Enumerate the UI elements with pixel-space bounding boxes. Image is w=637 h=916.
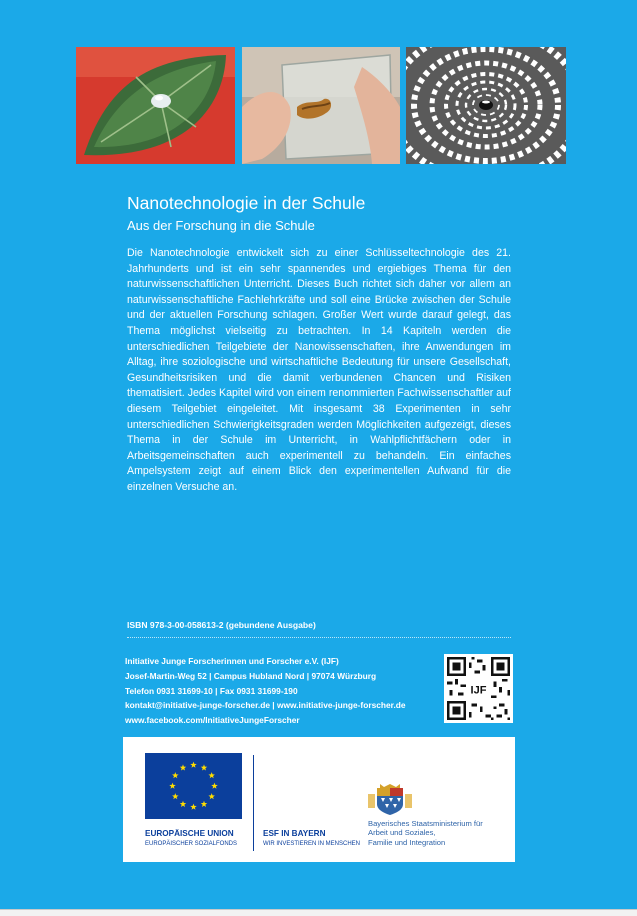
esf-sublabel: WIR INVESTIEREN IN MENSCHEN <box>263 841 361 847</box>
contact-web[interactable]: kontakt@initiative-junge-forscher.de | www.initiative-junge-forscher.de <box>125 700 406 711</box>
ministry-line-3: Familie und Integration <box>368 837 446 847</box>
ministry-text <box>368 819 483 847</box>
qr-code[interactable] <box>444 654 513 723</box>
ministry-line-1: Bayerisches Staatsministerium für <box>368 819 483 828</box>
eu-flag-icon <box>145 753 242 819</box>
contact-phone: Telefon 0931 31699-10 | Fax 0931 31699-190 <box>125 685 298 696</box>
isbn: ISBN 978-3-00-058613-2 (gebundene Ausgabe) <box>127 620 316 630</box>
eu-label: EUROPÄISCHE UNION <box>145 829 234 838</box>
dotted-divider <box>127 637 511 638</box>
bavaria-crest-icon <box>368 784 412 815</box>
book-description: Die Nanotechnologie entwickelt sich zu einer Schlüsseltechnologie des 21. Jahrhunderts und ist ein sehr spannendes und ergiebiges Thema für den naturwissenschaftlichen Unterricht. Dieses Buch richtet sich daher vor allem an naturwissenschaftliche Fachlehrkräfte und soll eine Brücke zwischen der Schule und der aktuellen Forschung schlagen. Großer Wert wurde darauf gelegt, das Thema möglichst vielseitig zu betrachten. In 14 Kapiteln werden die unterschiedlichen Teilgebiete der Nanowissenschaften, ihre Anwendungen im Alltag, ihre soziologische und wirtschaftliche Bedeutung für unsere Gesellschaft, Gesundheitsrisiken und die damit verbundenen Chancen und Risiken thematisiert. Jedes Kapitel wird von einem renommierten Fachwissenschaftler auf diesem Teilgebiet eingeleitet. Mit insgesamt 38 Experimenten in sehr unterschiedlichen Schwierigkeitsgraden werden Möglichkeiten aufgezeigt, dieses Thema in der Schule im Unterricht, in Wahlpflichtfächern oder in Arbeitsgemeinschaften auch experimentell zu behandeln. Ein einfaches Ampelsystem zeigt auf einem Blick den experimentellen Aufwand für die einzelnen Versuche an. <box>127 247 511 493</box>
contact-facebook[interactable]: www.facebook.com/InitiativeJungeForscher <box>125 715 300 726</box>
contact-block <box>125 654 406 728</box>
contact-org: Initiative Junge Forscherinnen und Forscher e.V. (IJF) <box>125 656 339 666</box>
contact-address: Josef-Martin-Weg 52 | Campus Hubland Nord | 97074 Würzburg <box>125 670 377 681</box>
eu-sublabel: EUROPÄISCHER SOZIALFONDS <box>145 841 238 847</box>
esf-label: ESF IN BAYERN <box>263 829 326 838</box>
book-subtitle: Aus der Forschung in die Schule <box>127 218 315 233</box>
photo-leaf-droplet <box>76 47 235 164</box>
book-title: Nanotechnologie in der Schule <box>127 193 366 213</box>
qr-center-label: IJF <box>470 684 487 697</box>
photo-nanotube <box>406 47 566 164</box>
photo-hand-glass <box>242 47 400 164</box>
page-bottom-edge <box>0 909 637 916</box>
sponsor-divider <box>253 755 254 851</box>
ministry-line-2: Arbeit und Soziales, <box>368 828 436 838</box>
sponsor-box <box>123 737 515 862</box>
